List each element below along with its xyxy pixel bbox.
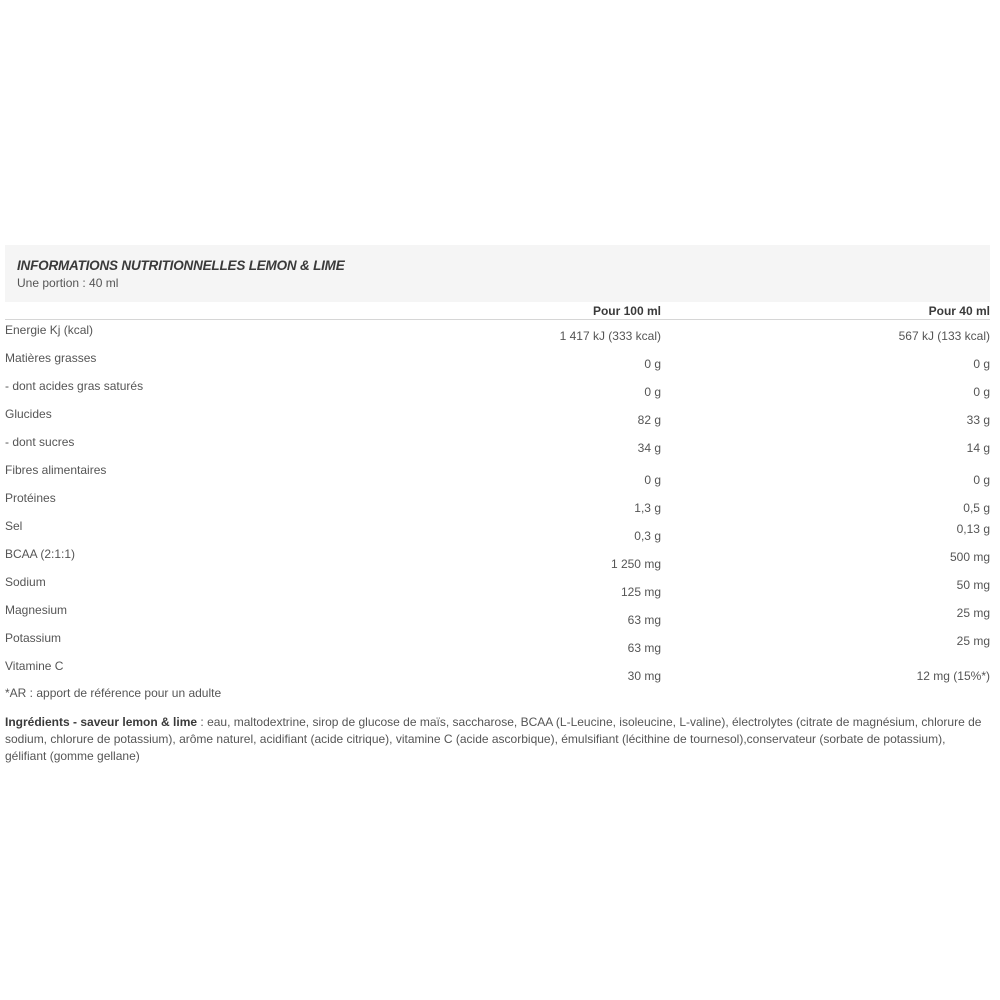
row-label: - dont acides gras saturés — [5, 379, 144, 393]
reference-footnote: *AR : apport de référence pour un adulte — [5, 686, 222, 700]
row-value-per40: 25 mg — [956, 606, 990, 620]
row-value-per40: 0,5 g — [963, 501, 990, 515]
table-row — [5, 348, 990, 376]
column-headers — [5, 302, 990, 320]
row-value-per100: 0 g — [644, 473, 661, 487]
row-value-per40: 0 g — [973, 357, 990, 371]
row-value-per100: 30 mg — [627, 669, 661, 683]
table-row — [5, 656, 990, 684]
table-row — [5, 320, 990, 348]
row-value-per40: 25 mg — [956, 634, 990, 648]
row-value-per100: 1 250 mg — [610, 557, 661, 571]
row-value-per100: 1,3 g — [634, 501, 661, 515]
table-body — [5, 320, 990, 684]
row-label: Matières grasses — [5, 351, 97, 365]
table-row — [5, 544, 990, 572]
row-value-per40: 12 mg (15%*) — [916, 669, 990, 683]
row-value-per40: 567 kJ (133 kcal) — [898, 329, 990, 343]
row-value-per40: 33 g — [966, 413, 990, 427]
table-row — [5, 488, 990, 516]
table-row — [5, 460, 990, 488]
table-row — [5, 432, 990, 460]
ingredients-label: Ingrédients - saveur lemon & lime — [5, 715, 198, 729]
row-value-per100: 63 mg — [627, 641, 661, 655]
row-value-per100: 0 g — [644, 357, 661, 371]
row-label: - dont sucres — [5, 435, 75, 449]
row-value-per100: 0,3 g — [634, 529, 661, 543]
table-row — [5, 628, 990, 656]
table-row — [5, 572, 990, 600]
table-header — [5, 245, 990, 302]
row-label: BCAA (2:1:1) — [5, 547, 76, 561]
column-header-per100: Pour 100 ml — [592, 304, 661, 318]
row-value-per100: 0 g — [644, 385, 661, 399]
row-label: Fibres alimentaires — [5, 463, 107, 477]
row-value-per40: 50 mg — [956, 578, 990, 592]
row-label: Protéines — [5, 491, 56, 505]
row-label: Energie Kj (kcal) — [5, 323, 94, 337]
row-value-per100: 34 g — [637, 441, 661, 455]
nutrition-table — [5, 245, 990, 684]
ingredients-text: : eau, maltodextrine, sirop de glucose de maïs, saccharose, BCAA (L-Leucine, isoleucine, L-valine), électrolytes (citrate de magnésium, chlorure de sodium, chlorure de potassium), arôme naturel, acidifiant (acide citrique), vitamine C (acide ascorbique), émulsifiant (lécithine de tournesol),conservateur (sorbate de potassium), gélifiant (gomme gellane) — [5, 715, 982, 763]
row-value-per40: 14 g — [966, 441, 990, 455]
row-label: Sodium — [5, 575, 46, 589]
row-label: Potassium — [5, 631, 62, 645]
row-value-per100: 1 417 kJ (333 kcal) — [559, 329, 661, 343]
table-row — [5, 376, 990, 404]
row-value-per40: 0 g — [973, 473, 990, 487]
table-row — [5, 404, 990, 432]
row-value-per100: 63 mg — [627, 613, 661, 627]
ingredients-paragraph — [5, 714, 990, 765]
row-label: Vitamine C — [5, 659, 64, 673]
column-header-per40: Pour 40 ml — [928, 304, 990, 318]
row-label: Glucides — [5, 407, 52, 421]
table-row — [5, 600, 990, 628]
table-title: INFORMATIONS NUTRITIONNELLES LEMON & LIME — [17, 258, 345, 273]
row-label: Magnesium — [5, 603, 68, 617]
row-value-per100: 125 mg — [620, 585, 661, 599]
row-value-per40: 500 mg — [949, 550, 990, 564]
row-label: Sel — [5, 519, 23, 533]
row-value-per100: 82 g — [637, 413, 661, 427]
row-value-per40: 0 g — [973, 385, 990, 399]
row-value-per40: 0,13 g — [956, 522, 990, 536]
table-row — [5, 516, 990, 544]
serving-size: Une portion : 40 ml — [17, 276, 119, 290]
